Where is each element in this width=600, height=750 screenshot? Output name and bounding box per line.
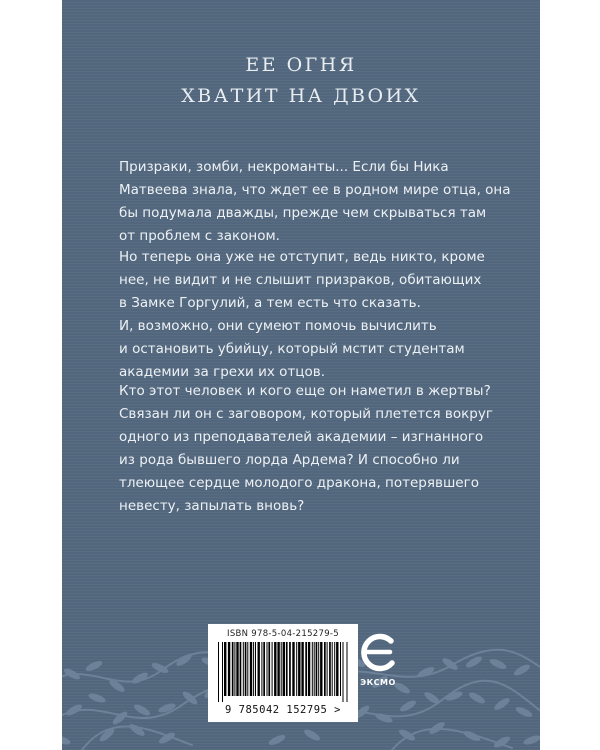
leaf (84, 659, 103, 673)
blurb-paragraph-3 (119, 380, 519, 518)
barcode-bar (298, 642, 300, 696)
barcode-bar (253, 642, 254, 696)
barcode-bar (243, 642, 244, 696)
blurb-line: и остановить убийцу, который мстит студентам (119, 341, 465, 357)
blurb-line: тлеющее сердце молодого дракона, потерявшего (119, 475, 479, 491)
blurb-paragraph-1 (119, 156, 519, 248)
barcode-guard-bar (347, 642, 348, 702)
isbn-label: ISBN 978-5-04-215279-5 (227, 629, 339, 639)
leaf (87, 692, 106, 705)
leaf (514, 705, 533, 719)
blurb-line: из рода бывшего лорда Ардема? И способно ли (119, 452, 460, 468)
barcode-bar (272, 642, 273, 696)
barcode-bar (267, 642, 268, 696)
blurb-line: академии за грехи их отцов. (119, 364, 326, 380)
blurb-line: одного из преподавателей академии – изгнанного (119, 429, 484, 445)
barcode-guard-bar (343, 642, 344, 702)
blurb-paragraph-2 (119, 246, 519, 384)
leaf (132, 702, 151, 717)
leaf (512, 662, 531, 677)
barcode-bar (308, 642, 310, 696)
barcode-bar (336, 642, 338, 696)
barcode-bar (340, 642, 341, 696)
title-line-1: ЕЕ ОГНЯ (245, 54, 357, 76)
barcode-bar (314, 642, 315, 696)
blurb-line: Матвеева знала, что ждет ее в родном мире отца, она (119, 182, 511, 198)
barcode-bar (327, 642, 328, 696)
leaf (128, 722, 147, 738)
barcode-bar (324, 642, 326, 696)
barcode-bar (296, 642, 297, 696)
barcode-bar (286, 642, 288, 696)
title-line-2: ХВАТИТ НА ДВОИХ (181, 85, 421, 107)
blurb-line: нее, не видит и не слышит призраков, обитающих (119, 272, 482, 288)
blurb-line: Но теперь она уже не отступит, ведь никто, кроме (119, 249, 485, 265)
barcode-bar (305, 642, 307, 696)
leaf (467, 690, 486, 705)
barcode-number: 9 785042 152795 > (225, 704, 341, 716)
barcode-bar (250, 642, 252, 696)
barcode-bar (261, 642, 262, 696)
barcode-bar (236, 642, 238, 696)
barcode-panel (208, 624, 358, 722)
leaf (302, 727, 321, 742)
barcode-bar (318, 642, 319, 696)
barcode-bar (277, 642, 279, 696)
barcode (216, 642, 350, 702)
barcode-bar (289, 642, 291, 696)
barcode-bar (234, 642, 235, 696)
barcode-bar (329, 642, 331, 696)
leaf (522, 734, 540, 747)
barcode-bar (240, 642, 242, 696)
leaf (111, 710, 129, 727)
barcode-bar (316, 642, 318, 696)
barcode-bar (334, 642, 335, 696)
leaf (150, 661, 169, 675)
blurb-line: от проблем с законом. (119, 228, 280, 244)
publisher-name: ЭКСМО (360, 678, 396, 687)
barcode-bar (274, 642, 276, 696)
barcode-bar (247, 642, 248, 696)
leaf (488, 657, 507, 671)
blurb-line: Призраки, зомби, некроманты... Если бы Ника (119, 159, 449, 175)
blurb-line: невесту, запылать вновь? (119, 498, 305, 514)
barcode-bar (224, 642, 226, 696)
barcode-bar (245, 642, 247, 696)
barcode-bar (292, 642, 294, 696)
barcode-bar (258, 642, 260, 696)
leaf (267, 733, 286, 747)
leaf (493, 696, 512, 712)
eksmo-logo-icon (358, 632, 398, 674)
barcode-bar (283, 642, 285, 696)
barcode-bar (232, 642, 234, 696)
leaf (398, 698, 417, 713)
barcode-bar (268, 642, 270, 696)
blurb-line: Кто этот человек и кого еще он наметил в жертвы? (119, 383, 491, 399)
leaf (397, 727, 416, 742)
barcode-bar (263, 642, 265, 696)
publisher-logo (352, 632, 404, 694)
leaf (62, 734, 72, 747)
book-back-cover (62, 0, 540, 750)
barcode-bar (301, 642, 303, 696)
blurb-line: бы подумала дважды, прежде чем скрываться там (119, 205, 487, 221)
leaf (428, 720, 447, 736)
blurb-line: Связан ли он с заговором, который плетется вокруг (119, 406, 493, 422)
barcode-bar (255, 642, 256, 696)
barcode-bar (228, 642, 230, 696)
barcode-bar (312, 642, 313, 696)
barcode-guard-bar (218, 642, 219, 702)
blurb-line: в Замке Горгулий, а тем есть что сказать. (119, 295, 421, 311)
barcode-bar (320, 642, 322, 696)
barcode-guard-bar (222, 642, 223, 702)
blurb-line: И, возможно, они сумеют помочь вычислить (119, 318, 437, 334)
barcode-bar (332, 642, 333, 696)
barcode-bar (281, 642, 282, 696)
leaf (423, 690, 442, 706)
